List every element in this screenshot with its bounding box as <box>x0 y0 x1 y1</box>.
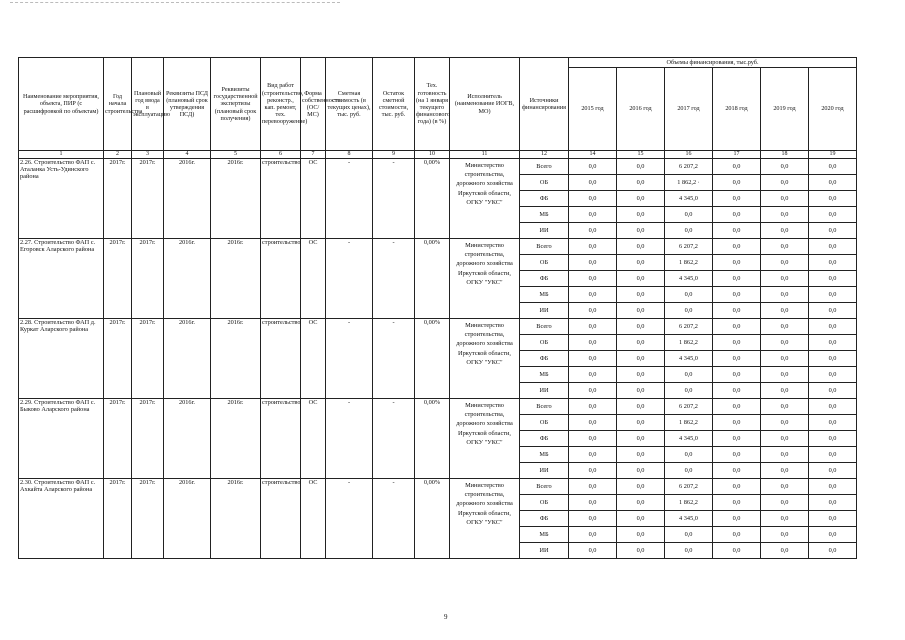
readiness: 0,00% <box>415 319 450 399</box>
funding-table <box>18 57 857 559</box>
funding-value: 0,0 <box>713 543 761 559</box>
funding-value: 1 862,2 <box>665 495 713 511</box>
funding-value: 0,0 <box>809 271 857 287</box>
expertise-date: 2016г. <box>211 159 261 239</box>
funding-value: 0,0 <box>617 399 665 415</box>
remainder-cost: - <box>373 239 415 319</box>
header-sources: Источники финансирования <box>520 58 569 151</box>
remainder-cost: - <box>373 319 415 399</box>
funding-value: 0,0 <box>713 271 761 287</box>
header-funding-group: Объемы финансирования, тыс.руб. <box>569 58 857 68</box>
column-number: 5 <box>211 151 261 159</box>
column-number: 15 <box>617 151 665 159</box>
ownership: ОС <box>301 159 326 239</box>
object-name: 2.29. Строительство ФАП с. Быково Аларского района <box>19 399 104 479</box>
funding-value: 0,0 <box>569 367 617 383</box>
header-work-type: Вид работ (строительство, реконстр., кап. ремонт, тех. перевооружение) <box>261 58 301 151</box>
header-psd: Реквизиты ПСД (плановый срок утверждения ПСД) <box>164 58 211 151</box>
expertise-date: 2016г. <box>211 479 261 559</box>
funding-value: 0,0 <box>713 415 761 431</box>
header-executor: Исполнитель (наименование ИОГВ, МО) <box>450 58 520 151</box>
object-name: 2.28. Строительство ФАП д. Куркат Аларского района <box>19 319 104 399</box>
funding-value: 0,0 <box>809 335 857 351</box>
funding-value: 0,0 <box>617 335 665 351</box>
funding-value: 0,0 <box>617 303 665 319</box>
funding-value: 1 862,2 <box>665 415 713 431</box>
funding-value: 0,0 <box>761 351 809 367</box>
funding-value: 0,0 <box>809 383 857 399</box>
ownership: ОС <box>301 319 326 399</box>
header-year: 2016 год <box>617 68 665 151</box>
estimate-cost: - <box>326 479 373 559</box>
object-name: 2.26. Строительство ФАП с. Аталанка Усть-Удинского района <box>19 159 104 239</box>
funding-value: 0,0 <box>617 383 665 399</box>
funding-value: 0,0 <box>617 255 665 271</box>
column-number: 16 <box>665 151 713 159</box>
header-year: 2019 год <box>761 68 809 151</box>
executor: Министерство строительства, дорожного хозяйства Иркутской области, ОГКУ "УКС" <box>450 399 520 479</box>
funding-value: 0,0 <box>713 495 761 511</box>
funding-value: 6 207,2 <box>665 399 713 415</box>
start-year: 2017г. <box>104 319 132 399</box>
funding-value: 0,0 <box>569 447 617 463</box>
header-remainder: Остаток сметной стоимости, тыс. руб. <box>373 58 415 151</box>
funding-value: 0,0 <box>569 239 617 255</box>
funding-value: 0,0 <box>713 223 761 239</box>
funding-value: 6 207,2 <box>665 479 713 495</box>
page-number: 9 <box>444 613 448 621</box>
funding-value: 0,0 <box>617 543 665 559</box>
column-number: 11 <box>450 151 520 159</box>
funding-value: 1 862,2 <box>665 335 713 351</box>
funding-value: 4 345,0 <box>665 271 713 287</box>
work-type: строительство <box>261 159 301 239</box>
estimate-cost: - <box>326 319 373 399</box>
funding-value: 0,0 <box>809 175 857 191</box>
funding-value: 0,0 <box>761 287 809 303</box>
table-row <box>19 159 857 175</box>
plan-year: 2017г. <box>132 159 164 239</box>
funding-source: МБ <box>520 287 569 303</box>
column-number: 19 <box>809 151 857 159</box>
funding-value: 0,0 <box>617 271 665 287</box>
object-name: 2.30. Строительство ФАП с. Ахкайта Аларского района <box>19 479 104 559</box>
funding-value: 0,0 <box>569 287 617 303</box>
executor: Министерство строительства, дорожного хозяйства Иркутской области, ОГКУ "УКС" <box>450 159 520 239</box>
funding-value: 0,0 <box>665 543 713 559</box>
funding-value: 0,0 <box>761 303 809 319</box>
funding-source: ИИ <box>520 463 569 479</box>
funding-value: 4 345,0 <box>665 351 713 367</box>
funding-value: 0,0 <box>761 159 809 175</box>
funding-source: МБ <box>520 527 569 543</box>
funding-value: 0,0 <box>809 223 857 239</box>
header-readiness: Тех. готовность (на 1 января текущего финансового года) (в %) <box>415 58 450 151</box>
funding-value: 0,0 <box>713 511 761 527</box>
plan-year: 2017г. <box>132 239 164 319</box>
funding-value: 0,0 <box>761 415 809 431</box>
funding-value: 0,0 <box>761 319 809 335</box>
funding-value: 4 345,0 <box>665 511 713 527</box>
funding-value: 0,0 <box>809 351 857 367</box>
column-number: 6 <box>261 151 301 159</box>
column-number: 17 <box>713 151 761 159</box>
funding-value: 0,0 <box>713 527 761 543</box>
readiness: 0,00% <box>415 479 450 559</box>
table-row <box>19 319 857 335</box>
funding-value: 0,0 <box>617 463 665 479</box>
funding-value: 0,0 <box>617 351 665 367</box>
funding-value: 0,0 <box>713 175 761 191</box>
funding-value: 0,0 <box>761 239 809 255</box>
estimate-cost: - <box>326 239 373 319</box>
funding-value: 0,0 <box>617 447 665 463</box>
funding-value: 0,0 <box>761 511 809 527</box>
psd-date: 2016г. <box>164 159 211 239</box>
funding-value: 0,0 <box>809 239 857 255</box>
funding-value: 6 207,2 <box>665 239 713 255</box>
funding-value: 0,0 <box>809 415 857 431</box>
column-number: 4 <box>164 151 211 159</box>
funding-source: ОБ <box>520 495 569 511</box>
funding-value: 0,0 <box>761 479 809 495</box>
executor: Министерство строительства, дорожного хозяйства Иркутской области, ОГКУ "УКС" <box>450 319 520 399</box>
funding-value: 0,0 <box>713 207 761 223</box>
funding-value: 0,0 <box>713 335 761 351</box>
funding-value: 0,0 <box>809 479 857 495</box>
start-year: 2017г. <box>104 159 132 239</box>
funding-value: 0,0 <box>569 399 617 415</box>
funding-source: ОБ <box>520 335 569 351</box>
expertise-date: 2016г. <box>211 399 261 479</box>
funding-value: 0,0 <box>761 495 809 511</box>
funding-value: 0,0 <box>569 495 617 511</box>
funding-source: ИИ <box>520 543 569 559</box>
table-row <box>19 479 857 495</box>
funding-value: 0,0 <box>665 463 713 479</box>
funding-value: 0,0 <box>809 367 857 383</box>
funding-value: 0,0 <box>809 511 857 527</box>
header-year: 2018 год <box>713 68 761 151</box>
object-name: 2.27. Строительство ФАП с. Егоровск Аларского района <box>19 239 104 319</box>
funding-value: 0,0 <box>713 239 761 255</box>
funding-value: 0,0 <box>809 431 857 447</box>
header-year: 2017 год <box>665 68 713 151</box>
funding-value: 0,0 <box>809 495 857 511</box>
funding-value: 0,0 <box>713 351 761 367</box>
funding-source: МБ <box>520 207 569 223</box>
funding-value: 0,0 <box>569 223 617 239</box>
expertise-date: 2016г. <box>211 319 261 399</box>
funding-value: 0,0 <box>569 511 617 527</box>
funding-value: 0,0 <box>713 383 761 399</box>
funding-value: 0,0 <box>569 207 617 223</box>
funding-value: 0,0 <box>569 463 617 479</box>
ownership: ОС <box>301 479 326 559</box>
funding-value: 0,0 <box>713 287 761 303</box>
funding-value: 0,0 <box>761 255 809 271</box>
funding-value: 0,0 <box>713 159 761 175</box>
funding-source: ИИ <box>520 223 569 239</box>
funding-value: 0,0 <box>569 255 617 271</box>
funding-value: 0,0 <box>713 255 761 271</box>
funding-value: 0,0 <box>569 543 617 559</box>
header-estimate: Сметная стоимость (в текущих ценах), тыс. руб. <box>326 58 373 151</box>
funding-value: 0,0 <box>569 303 617 319</box>
funding-value: 0,0 <box>617 511 665 527</box>
funding-value: 0,0 <box>617 495 665 511</box>
funding-value: 0,0 <box>809 207 857 223</box>
header-name: Наименование мероприятия, объекта, ПИР (с расшифровкой по объектам) <box>19 58 104 151</box>
table-row <box>19 239 857 255</box>
work-type: строительство <box>261 399 301 479</box>
funding-value: 0,0 <box>617 159 665 175</box>
funding-source: ОБ <box>520 175 569 191</box>
ownership: ОС <box>301 399 326 479</box>
funding-value: 0,0 <box>761 447 809 463</box>
funding-value: 0,0 <box>569 271 617 287</box>
funding-value: 0,0 <box>665 367 713 383</box>
funding-source: ФБ <box>520 431 569 447</box>
funding-value: 0,0 <box>569 175 617 191</box>
plan-year: 2017г. <box>132 319 164 399</box>
funding-value: 0,0 <box>761 463 809 479</box>
psd-date: 2016г. <box>164 239 211 319</box>
funding-value: 0,0 <box>761 175 809 191</box>
funding-value: 0,0 <box>761 191 809 207</box>
column-number: 18 <box>761 151 809 159</box>
funding-value: 0,0 <box>713 319 761 335</box>
funding-value: 0,0 <box>761 207 809 223</box>
funding-value: 0,0 <box>809 159 857 175</box>
funding-value: 0,0 <box>617 479 665 495</box>
funding-value: 0,0 <box>617 239 665 255</box>
funding-value: 0,0 <box>665 207 713 223</box>
funding-source: ОБ <box>520 255 569 271</box>
funding-value: 0,0 <box>713 463 761 479</box>
estimate-cost: - <box>326 159 373 239</box>
funding-value: 0,0 <box>761 335 809 351</box>
column-number: 10 <box>415 151 450 159</box>
work-type: строительство <box>261 239 301 319</box>
funding-value: 0,0 <box>809 287 857 303</box>
funding-value: 0,0 <box>617 415 665 431</box>
funding-value: 0,0 <box>569 479 617 495</box>
header-year: 2015 год <box>569 68 617 151</box>
funding-source: ФБ <box>520 191 569 207</box>
funding-value: 0,0 <box>665 303 713 319</box>
funding-value: 0,0 <box>713 447 761 463</box>
readiness: 0,00% <box>415 159 450 239</box>
funding-value: 0,0 <box>569 431 617 447</box>
funding-value: 0,0 <box>761 271 809 287</box>
funding-value: 0,0 <box>617 527 665 543</box>
column-number: 3 <box>132 151 164 159</box>
funding-value: 4 345,0 <box>665 431 713 447</box>
column-number: 1 <box>19 151 104 159</box>
funding-source: ИИ <box>520 303 569 319</box>
psd-date: 2016г. <box>164 319 211 399</box>
readiness: 0,00% <box>415 399 450 479</box>
start-year: 2017г. <box>104 399 132 479</box>
plan-year: 2017г. <box>132 399 164 479</box>
funding-value: 0,0 <box>809 527 857 543</box>
header-start-year: Год начала строительства <box>104 58 132 151</box>
funding-source: Всего <box>520 159 569 175</box>
table-row <box>19 399 857 415</box>
funding-value: 0,0 <box>665 223 713 239</box>
expertise-date: 2016г. <box>211 239 261 319</box>
column-number-row <box>19 151 857 159</box>
funding-value: 0,0 <box>617 319 665 335</box>
funding-value: 0,0 <box>617 191 665 207</box>
funding-value: 0,0 <box>809 399 857 415</box>
funding-value: 0,0 <box>713 479 761 495</box>
header-ownership: Форма собственности (ОС/МС) <box>301 58 326 151</box>
funding-source: Всего <box>520 239 569 255</box>
column-number: 7 <box>301 151 326 159</box>
funding-value: 0,0 <box>809 191 857 207</box>
funding-value: 4 345,0 <box>665 191 713 207</box>
work-type: строительство <box>261 479 301 559</box>
funding-source: МБ <box>520 447 569 463</box>
column-number: 14 <box>569 151 617 159</box>
funding-value: 0,0 <box>569 319 617 335</box>
header-expertise: Реквизиты государственной экспертизы (плановый срок получения) <box>211 58 261 151</box>
funding-value: 0,0 <box>569 415 617 431</box>
funding-value: 0,0 <box>569 527 617 543</box>
funding-value: 0,0 <box>617 207 665 223</box>
readiness: 0,00% <box>415 239 450 319</box>
funding-value: 0,0 <box>569 191 617 207</box>
work-type: строительство <box>261 319 301 399</box>
funding-value: 0,0 <box>761 367 809 383</box>
funding-value: 6 207,2 <box>665 319 713 335</box>
funding-value: 0,0 <box>809 255 857 271</box>
funding-source: Всего <box>520 319 569 335</box>
ownership: ОС <box>301 239 326 319</box>
funding-value: 0,0 <box>761 527 809 543</box>
funding-source: ОБ <box>520 415 569 431</box>
header-year: 2020 год <box>809 68 857 151</box>
funding-source: ФБ <box>520 511 569 527</box>
funding-value: 0,0 <box>713 431 761 447</box>
funding-value: 0,0 <box>761 399 809 415</box>
remainder-cost: - <box>373 399 415 479</box>
funding-value: 0,0 <box>809 303 857 319</box>
funding-value: 0,0 <box>569 351 617 367</box>
funding-value: 0,0 <box>617 431 665 447</box>
funding-value: 0,0 <box>761 543 809 559</box>
funding-value: 0,0 <box>761 223 809 239</box>
executor: Министерство строительства, дорожного хозяйства Иркутской области, ОГКУ "УКС" <box>450 479 520 559</box>
scan-artifact-line <box>10 2 340 5</box>
funding-value: 0,0 <box>665 527 713 543</box>
funding-value: 0,0 <box>713 191 761 207</box>
funding-value: 0,0 <box>713 367 761 383</box>
remainder-cost: - <box>373 159 415 239</box>
funding-source: Всего <box>520 399 569 415</box>
funding-value: 0,0 <box>569 159 617 175</box>
column-number: 9 <box>373 151 415 159</box>
funding-value: 1 862,2 <box>665 255 713 271</box>
funding-value: 0,0 <box>617 175 665 191</box>
funding-value: 0,0 <box>809 463 857 479</box>
funding-value: 0,0 <box>617 223 665 239</box>
funding-source: ИИ <box>520 383 569 399</box>
funding-value: 0,0 <box>809 319 857 335</box>
estimate-cost: - <box>326 399 373 479</box>
funding-source: ФБ <box>520 351 569 367</box>
funding-value: 0,0 <box>569 335 617 351</box>
header-plan-year: Плановый год ввода в эксплуатацию <box>132 58 164 151</box>
remainder-cost: - <box>373 479 415 559</box>
psd-date: 2016г. <box>164 399 211 479</box>
funding-value: 0,0 <box>617 287 665 303</box>
funding-value: 1 862,2 · <box>665 175 713 191</box>
funding-value: 0,0 <box>665 383 713 399</box>
column-number: 8 <box>326 151 373 159</box>
funding-value: 0,0 <box>761 383 809 399</box>
funding-value: 0,0 <box>809 447 857 463</box>
funding-source: МБ <box>520 367 569 383</box>
start-year: 2017г. <box>104 239 132 319</box>
psd-date: 2016г. <box>164 479 211 559</box>
funding-value: 0,0 <box>617 367 665 383</box>
executor: Министерство строительства, дорожного хозяйства Иркутской области, ОГКУ "УКС" <box>450 239 520 319</box>
funding-value: 6 207,2 <box>665 159 713 175</box>
funding-value: 0,0 <box>809 543 857 559</box>
funding-value: 0,0 <box>713 303 761 319</box>
start-year: 2017г. <box>104 479 132 559</box>
plan-year: 2017г. <box>132 479 164 559</box>
funding-source: Всего <box>520 479 569 495</box>
funding-value: 0,0 <box>665 287 713 303</box>
funding-value: 0,0 <box>761 431 809 447</box>
column-number: 2 <box>104 151 132 159</box>
funding-value: 0,0 <box>569 383 617 399</box>
column-number: 12 <box>520 151 569 159</box>
funding-value: 0,0 <box>713 399 761 415</box>
funding-value: 0,0 <box>665 447 713 463</box>
funding-source: ФБ <box>520 271 569 287</box>
